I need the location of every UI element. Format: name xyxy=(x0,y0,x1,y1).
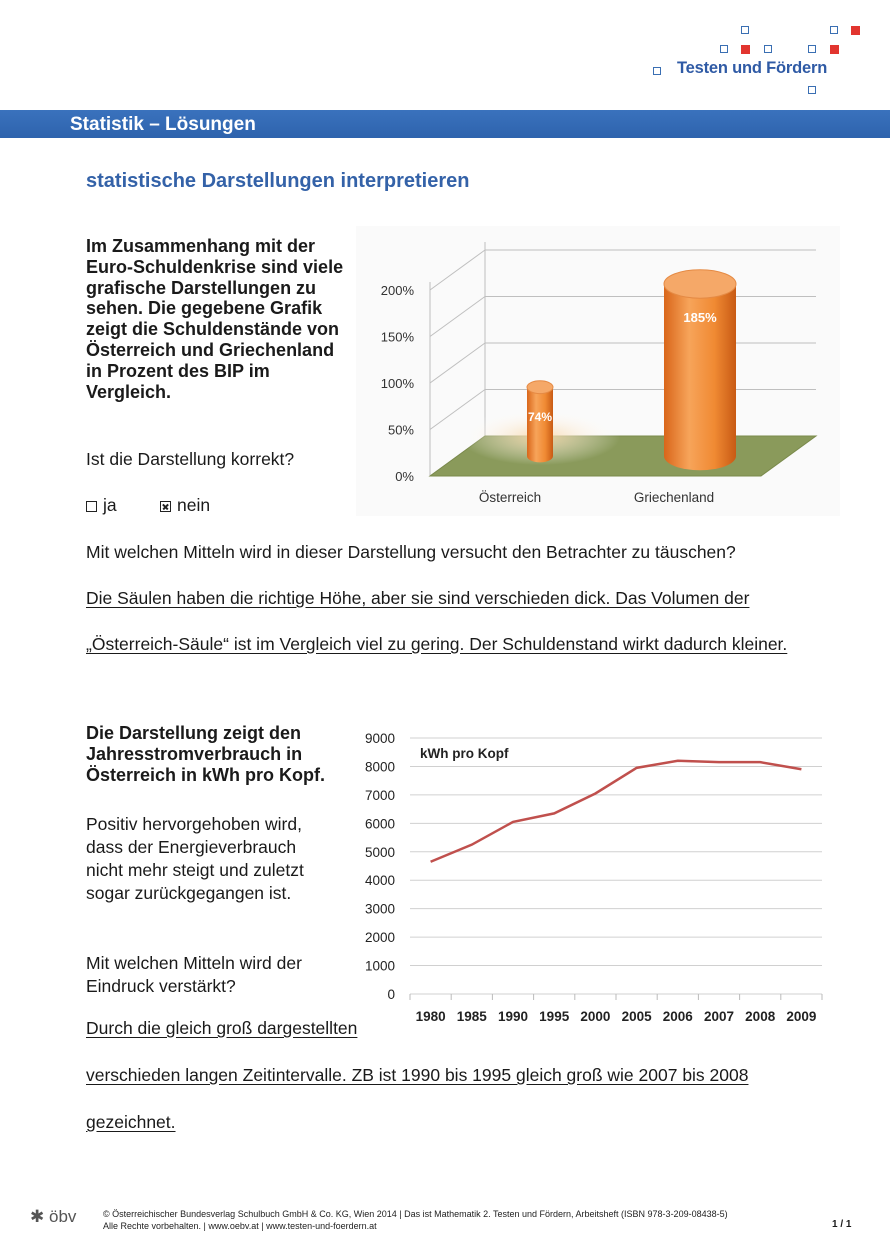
line-chart-ytick: 4000 xyxy=(364,873,395,889)
option-nein[interactable] xyxy=(160,494,210,517)
bar-top xyxy=(664,270,736,298)
line-chart-xtick: 1985 xyxy=(456,1009,487,1024)
bar-chart-ytick: 200% xyxy=(380,283,414,298)
checkbox-ja[interactable] xyxy=(86,501,97,512)
series-line xyxy=(431,761,802,862)
power-line-chart xyxy=(352,726,832,1030)
bar-category-label: Griechenland xyxy=(633,490,715,505)
line-chart-ytick: 1000 xyxy=(364,958,395,974)
page-number: 1 / 1 xyxy=(832,1219,852,1230)
line-chart-xtick: 1980 xyxy=(415,1009,446,1024)
option-ja[interactable] xyxy=(86,494,117,517)
task2-intro: Die Darstellung zeigt den Jahresstromverbrauch in Österreich in kWh pro Kopf. xyxy=(86,723,326,785)
line-chart-xtick: 2008 xyxy=(745,1009,776,1024)
line-chart-xtick: 2006 xyxy=(662,1009,693,1024)
line-chart-ytick: 0 xyxy=(387,987,395,1002)
task1-answer-line1: Die Säulen haben die richtige Höhe, aber sie sind verschieden dick. Das Volumen der xyxy=(86,588,750,608)
task2-answer-line2: verschieden langen Zeitintervalle. ZB ist 1990 bis 1995 gleich groß wie 2007 bis 2008 xyxy=(86,1065,749,1085)
bar-category-label: Österreich xyxy=(478,490,542,505)
line-chart-xtick: 2009 xyxy=(786,1009,817,1024)
bar-data-label: 74% xyxy=(527,410,553,425)
checkbox-nein-checked[interactable] xyxy=(160,501,171,512)
debt-bar-chart xyxy=(356,226,840,516)
publisher-logo-icon: ✱ xyxy=(30,1207,45,1226)
task2-text: Positiv hervorgehoben wird, dass der Energieverbrauch nicht mehr steigt und zuletzt sogar zurückgegangen ist. xyxy=(86,814,304,903)
brand-name: Testen und Fördern xyxy=(677,59,828,77)
line-chart-xtick: 2005 xyxy=(621,1009,652,1024)
bar-chart-ytick: 50% xyxy=(387,422,414,438)
task2-question: Mit welchen Mitteln wird der Eindruck verstärkt? xyxy=(86,953,302,996)
line-chart-ytick: 2000 xyxy=(364,930,395,946)
footer-rights: Alle Rechte vorbehalten. | www.oebv.at | www.testen-und-foerdern.at xyxy=(103,1221,377,1231)
section-title: statistische Darstellungen interpretieren xyxy=(86,170,470,192)
line-chart-title: kWh pro Kopf xyxy=(420,746,509,761)
task2-answer-line1: Durch die gleich groß dargestellten xyxy=(86,1018,358,1038)
obv-logo xyxy=(30,1207,76,1227)
line-chart-ytick: 6000 xyxy=(364,816,395,832)
task1-answer-line2: „Österreich-Säule“ ist im Vergleich viel zu gering. Der Schuldenstand wirkt dadurch kleiner. xyxy=(86,634,788,654)
line-chart-ytick: 7000 xyxy=(364,787,395,803)
publisher-logo-text: öbv xyxy=(48,1207,77,1226)
line-chart-xtick: 2000 xyxy=(580,1009,611,1024)
footer xyxy=(103,1208,728,1232)
line-chart-ytick: 8000 xyxy=(364,759,395,775)
line-chart-xtick: 1990 xyxy=(497,1009,529,1024)
footer-copyright: © Österreichischer Bundesverlag Schulbuch GmbH & Co. KG, Wien 2014 | Das ist Mathematik 2. Testen und Fördern, Arbeitsheft (ISBN 978-3-209-08438-5) xyxy=(103,1209,728,1219)
bar-chart-ytick: 100% xyxy=(380,376,414,391)
bar-chart-ytick: 0% xyxy=(395,469,414,484)
bar-data-label: 185% xyxy=(683,309,717,325)
task1-question2: Mit welchen Mitteln wird in dieser Darstellung versucht den Betrachter zu täuschen? xyxy=(86,542,736,562)
line-chart-xtick: 1995 xyxy=(539,1009,570,1024)
task1-question: Ist die Darstellung korrekt? xyxy=(86,449,295,469)
line-chart-ytick: 9000 xyxy=(364,731,395,746)
bar-top xyxy=(527,381,553,394)
line-chart-xtick: 2007 xyxy=(703,1009,735,1024)
bar-chart-ytick: 150% xyxy=(380,329,414,345)
bar-cylinder xyxy=(527,387,553,462)
line-chart-ytick: 5000 xyxy=(364,844,395,860)
option-nein-label: nein xyxy=(177,495,211,515)
line-chart-ytick: 3000 xyxy=(364,901,395,917)
page-title: Statistik – Lösungen xyxy=(70,114,256,135)
task2-answer-line3: gezeichnet. xyxy=(86,1112,176,1132)
task1-intro: Im Zusammenhang mit der Euro-Schuldenkrise sind viele grafische Darstellungen zu sehen. Die gegebene Grafik zeigt die Schuldenstände von Österreich und Griechenland in Prozent des BIP im Vergleich. xyxy=(86,236,344,402)
option-ja-label: ja xyxy=(103,495,117,515)
